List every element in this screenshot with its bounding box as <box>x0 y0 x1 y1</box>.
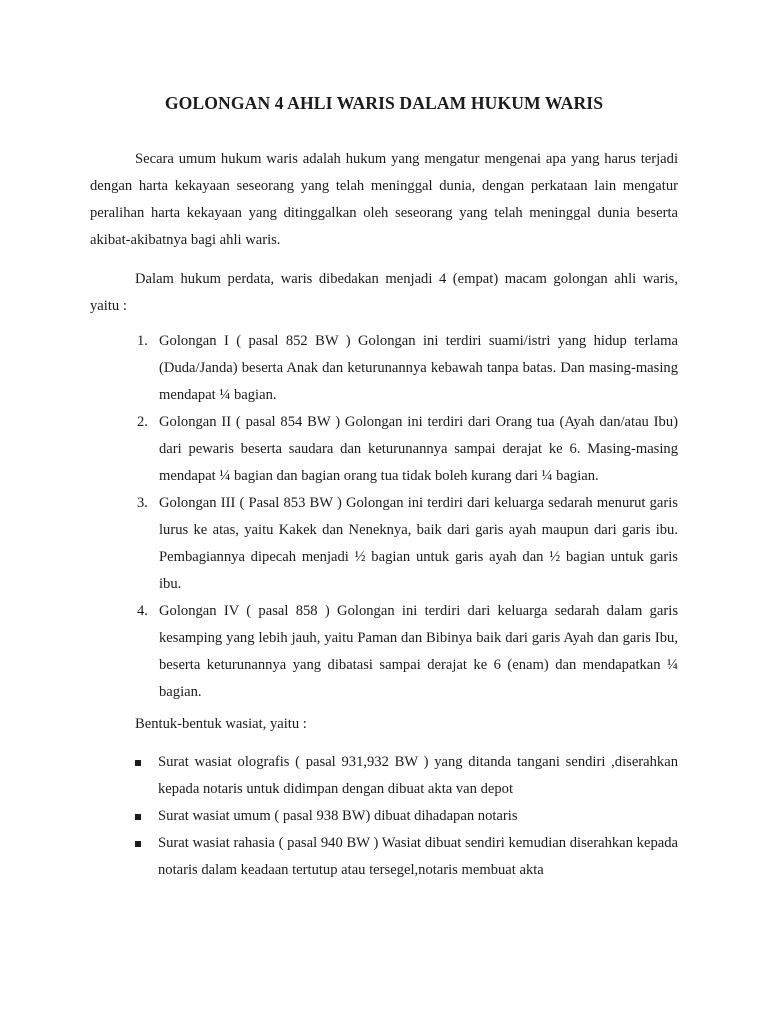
list-item-text: Surat wasiat olografis ( pasal 931,932 BW ) yang ditanda tangani sendiri ,diserahkan kepada notaris untuk didimpan dengan dibuat akta van depot <box>158 754 678 797</box>
list-number: 4. <box>137 603 148 619</box>
list-number: 1. <box>137 333 148 349</box>
list-number: 2. <box>137 414 148 430</box>
list-item-text: Golongan III ( Pasal 853 BW ) Golongan ini terdiri dari keluarga sedarah menurut garis lurus ke atas, yaitu Kakek dan Neneknya, baik dari garis ayah maupun dari garis ibu. Pembagiannya dipecah menjadi ½ bagian untuk garis ayah dan ½ bagian untuk garis ibu. <box>159 495 678 592</box>
list-item-text: Golongan IV ( pasal 858 ) Golongan ini terdiri dari keluarga sedarah dalam garis kesamping yang lebih jauh, yaitu Paman dan Bibinya baik dari garis Ayah dan garis Ibu, beserta keturunannya yang dibatasi sampai derajat ke 6 (enam) dan mendapatkan ¼ bagian. <box>159 603 678 700</box>
square-bullet-icon <box>135 814 141 820</box>
document-title: GOLONGAN 4 AHLI WARIS DALAM HUKUM WARIS <box>164 93 604 113</box>
list-item <box>90 328 678 409</box>
list-item-text: Golongan I ( pasal 852 BW ) Golongan ini terdiri suami/istri yang hidup terlama (Duda/Janda) beserta Anak dan keturunannya kebawah tanpa batas. Dan masing-masing mendapat ¼ bagian. <box>159 333 678 403</box>
list-item-text: Surat wasiat umum ( pasal 938 BW) dibuat dihadapan notaris <box>158 808 518 824</box>
list-item-text: Surat wasiat rahasia ( pasal 940 BW ) Wasiat dibuat sendiri kemudian diserahkan kepada notaris dalam keadaan tertutup atau tersegel,notaris membuat akta <box>158 835 678 878</box>
list-item <box>90 749 678 803</box>
list-item-text: Golongan II ( pasal 854 BW ) Golongan ini terdiri dari Orang tua (Ayah dan/atau Ibu) dari pewaris beserta saudara dan keturunannya sampai derajat ke 6. Masing-masing mendapat ¼ bagian dan bagian orang tua tidak boleh kurang dari ¼ bagian. <box>159 414 678 484</box>
list-item <box>90 598 678 706</box>
intro-paragraph: Secara umum hukum waris adalah hukum yang mengatur mengenai apa yang harus terjadi dengan harta kekayaan seseorang yang telah meninggal dunia, dengan perkataan lain mengatur peralihan harta kekayaan yang ditinggalkan oleh seseorang yang telah meninggal dunia beserta akibat-akibatnya bagi ahli waris. <box>90 151 678 248</box>
list-item <box>90 803 678 830</box>
wasiat-list <box>90 749 678 884</box>
list-item <box>90 490 678 598</box>
square-bullet-icon <box>135 841 141 847</box>
list-item <box>90 409 678 490</box>
wasiat-intro: Bentuk-bentuk wasiat, yaitu : <box>135 716 307 732</box>
golongan-list <box>90 328 678 706</box>
list-number: 3. <box>137 495 148 511</box>
square-bullet-icon <box>135 760 141 766</box>
golongan-intro-paragraph: Dalam hukum perdata, waris dibedakan menjadi 4 (empat) macam golongan ahli waris, yaitu : <box>90 271 678 314</box>
list-item <box>90 830 678 884</box>
